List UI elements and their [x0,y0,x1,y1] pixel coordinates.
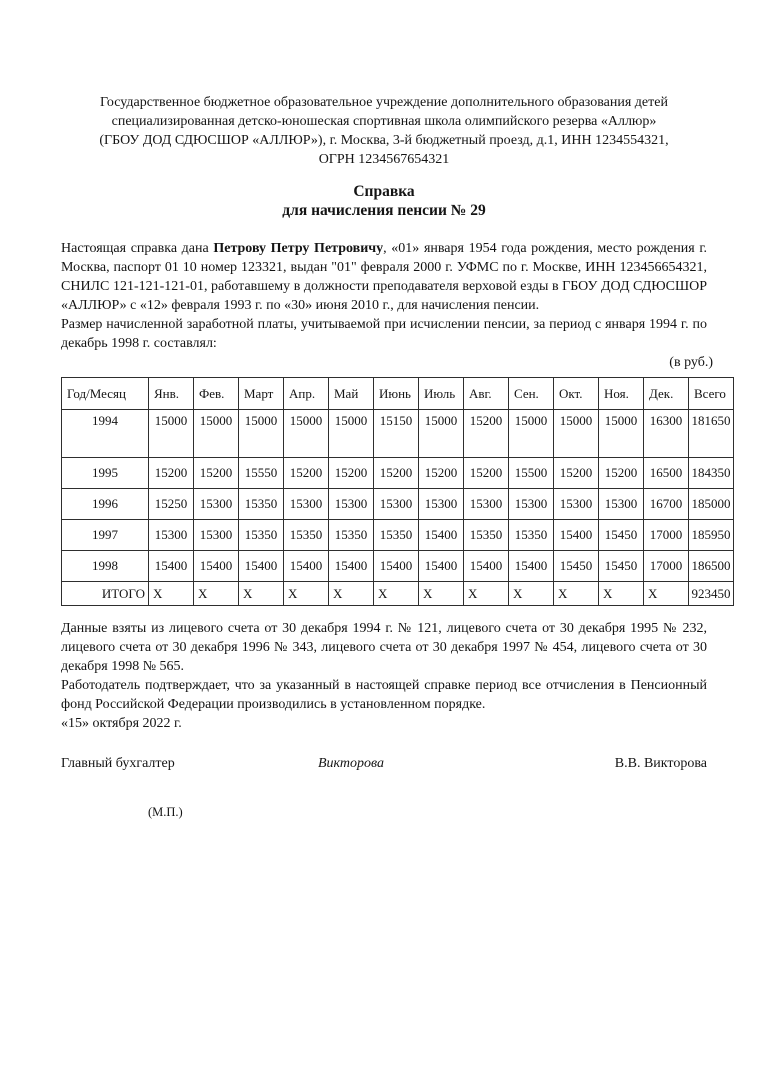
document-title-line-1: Справка [353,183,415,200]
salary-value-cell: 15300 [599,489,644,520]
salary-value-cell: 17000 [644,520,689,551]
column-header: Май [329,378,374,410]
signer-position: Главный бухгалтер [61,756,175,771]
salary-value-cell: 15200 [284,458,329,489]
salary-value-cell: 15400 [284,551,329,582]
date-line: «15» октября 2022 г. [61,716,182,731]
intro-prefix: Настоящая справка дана [61,241,214,256]
salary-value-cell: 15400 [509,551,554,582]
salary-value-cell: 15450 [599,520,644,551]
salary-value-cell: 15000 [554,410,599,458]
salary-value-cell: 15350 [374,520,419,551]
signature-row [61,754,707,773]
salary-value-cell: X [644,582,689,606]
column-header: Июль [419,378,464,410]
salary-table-head [62,378,734,410]
salary-value-cell: 15400 [374,551,419,582]
salary-value-cell: 15450 [599,551,644,582]
salary-value-cell: 15200 [554,458,599,489]
salary-value-cell: 15300 [194,520,239,551]
salary-value-cell: 15000 [149,410,194,458]
salary-table-body [62,410,734,606]
salary-value-cell: 15300 [149,520,194,551]
intro-paragraph [61,239,707,315]
salary-value-cell: X [239,582,284,606]
salary-value-cell: 15400 [419,551,464,582]
salary-value-cell: 15000 [194,410,239,458]
year-total-cell: 181650 [689,410,734,458]
column-header: Ноя. [599,378,644,410]
salary-value-cell: 15200 [329,458,374,489]
signature-handwriting: Викторова [318,756,385,771]
salary-intro-paragraph: Размер начисленной заработной платы, учитываемой при исчислении пенсии, за период с января 1994 г. по декабрь 1998 г. составлял: [61,317,707,351]
salary-value-cell: 15350 [509,520,554,551]
salary-value-cell: 15400 [554,520,599,551]
column-header: Сен. [509,378,554,410]
intro-suffix: , «01» января 1954 года рождения, место рождения г. Москва, паспорт 01 10 номер 123321, выдан "01" февраля 2000 г. УФМС по г. Москве, ИНН 123456654321, СНИЛС 121-121-121-01, работавшему в должности преподавателя верховой езды в ГБОУ ДОД СДЮСШОР «АЛЛЮР» с «12» февраля 1993 г. по «30» июня 2010 г., для начисления пенсии. [61,241,707,313]
salary-value-cell: 15400 [149,551,194,582]
year-cell: 1994 [62,410,149,458]
salary-value-cell: 15200 [464,458,509,489]
column-header: Всего [689,378,734,410]
salary-year-row [62,458,734,489]
year-total-cell: 186500 [689,551,734,582]
org-header-line-2: специализированная детско-юношеская спортивная школа олимпийского резерва «Аллюр» [111,114,657,129]
salary-value-cell: 15400 [194,551,239,582]
salary-value-cell: 15350 [239,489,284,520]
salary-value-cell: X [419,582,464,606]
salary-value-cell: 16300 [644,410,689,458]
salary-value-cell: X [509,582,554,606]
signer-full-name: В.В. Викторова [614,756,707,771]
salary-value-cell: 15200 [419,458,464,489]
salary-value-cell: 15550 [239,458,284,489]
salary-value-cell: 15200 [464,410,509,458]
salary-year-row [62,489,734,520]
year-total-cell: 185000 [689,489,734,520]
totals-row [62,582,734,606]
salary-value-cell: 15350 [239,520,284,551]
totals-label-cell: ИТОГО [62,582,149,606]
salary-value-cell: 15300 [419,489,464,520]
salary-value-cell: 15000 [599,410,644,458]
salary-value-cell: 15000 [239,410,284,458]
document-title-line-2: для начисления пенсии № 29 [282,202,486,219]
column-header: Апр. [284,378,329,410]
salary-value-cell: 15300 [374,489,419,520]
org-header-line-4: ОГРН 1234567654321 [318,152,450,167]
salary-value-cell: 15400 [464,551,509,582]
salary-value-cell: X [374,582,419,606]
salary-value-cell: 15450 [554,551,599,582]
year-cell: 1995 [62,458,149,489]
salary-value-cell: X [329,582,374,606]
column-header: Янв. [149,378,194,410]
salary-value-cell: 15300 [554,489,599,520]
salary-year-row [62,410,734,458]
salary-value-cell: 15500 [509,458,554,489]
org-header-line-3: (ГБОУ ДОД СДЮСШОР «АЛЛЮР»), г. Москва, 3-й бюджетный проезд, д.1, ИНН 1234554321, [99,133,669,148]
salary-value-cell: 15350 [464,520,509,551]
salary-value-cell: X [464,582,509,606]
salary-year-row [62,551,734,582]
salary-table-header-row [62,378,734,410]
salary-value-cell: 15400 [419,520,464,551]
salary-value-cell: 15000 [509,410,554,458]
org-header-line-1: Государственное бюджетное образовательное учреждение дополнительного образования детей [100,95,668,110]
column-header: Июнь [374,378,419,410]
salary-value-cell: 16700 [644,489,689,520]
year-cell: 1998 [62,551,149,582]
column-header: Год/Месяц [62,378,149,410]
salary-value-cell: 15300 [284,489,329,520]
org-header [61,93,707,169]
salary-value-cell: 15150 [374,410,419,458]
salary-table [61,377,734,606]
salary-value-cell: 15300 [329,489,374,520]
year-total-cell: 185950 [689,520,734,551]
recipient-name: Петрову Петру Петровичу [213,241,384,256]
salary-value-cell: 15200 [374,458,419,489]
salary-value-cell: 15300 [194,489,239,520]
salary-value-cell: X [554,582,599,606]
year-cell: 1996 [62,489,149,520]
column-header: Авг. [464,378,509,410]
salary-value-cell: 15350 [329,520,374,551]
salary-value-cell: 15200 [149,458,194,489]
salary-value-cell: X [194,582,239,606]
stamp-note: (М.П.) [148,805,183,819]
column-header: Март [239,378,284,410]
salary-value-cell: 15000 [419,410,464,458]
column-header: Окт. [554,378,599,410]
salary-value-cell: 16500 [644,458,689,489]
column-header: Фев. [194,378,239,410]
salary-value-cell: X [284,582,329,606]
salary-value-cell: 15400 [239,551,284,582]
column-header: Дек. [644,378,689,410]
salary-value-cell: X [149,582,194,606]
salary-value-cell: 17000 [644,551,689,582]
salary-value-cell: 15200 [599,458,644,489]
salary-value-cell: 15000 [329,410,374,458]
employer-confirmation-paragraph: Работодатель подтверждает, что за указанный в настоящей справке период все отчисления в Пенсионный фонд Российской Федерации производились в установленном порядке. [61,678,707,712]
document-title [61,182,707,220]
year-total-cell: 184350 [689,458,734,489]
source-note-paragraph: Данные взяты из лицевого счета от 30 декабря 1994 г. № 121, лицевого счета от 30 декабря 1995 № 232, лицевого счета от 30 декабря 1996 № 343, лицевого счета от 30 декабря 1997 № 454, лицевого счета от 30 декабря 1998 № 565. [61,621,707,674]
salary-year-row [62,520,734,551]
salary-value-cell: 15400 [329,551,374,582]
year-cell: 1997 [62,520,149,551]
currency-note: (в руб.) [669,355,713,370]
grand-total-cell: 923450 [689,582,734,606]
salary-value-cell: 15300 [464,489,509,520]
salary-value-cell: 15250 [149,489,194,520]
salary-value-cell: 15200 [194,458,239,489]
salary-value-cell: 15300 [509,489,554,520]
salary-value-cell: X [599,582,644,606]
salary-value-cell: 15350 [284,520,329,551]
salary-value-cell: 15000 [284,410,329,458]
